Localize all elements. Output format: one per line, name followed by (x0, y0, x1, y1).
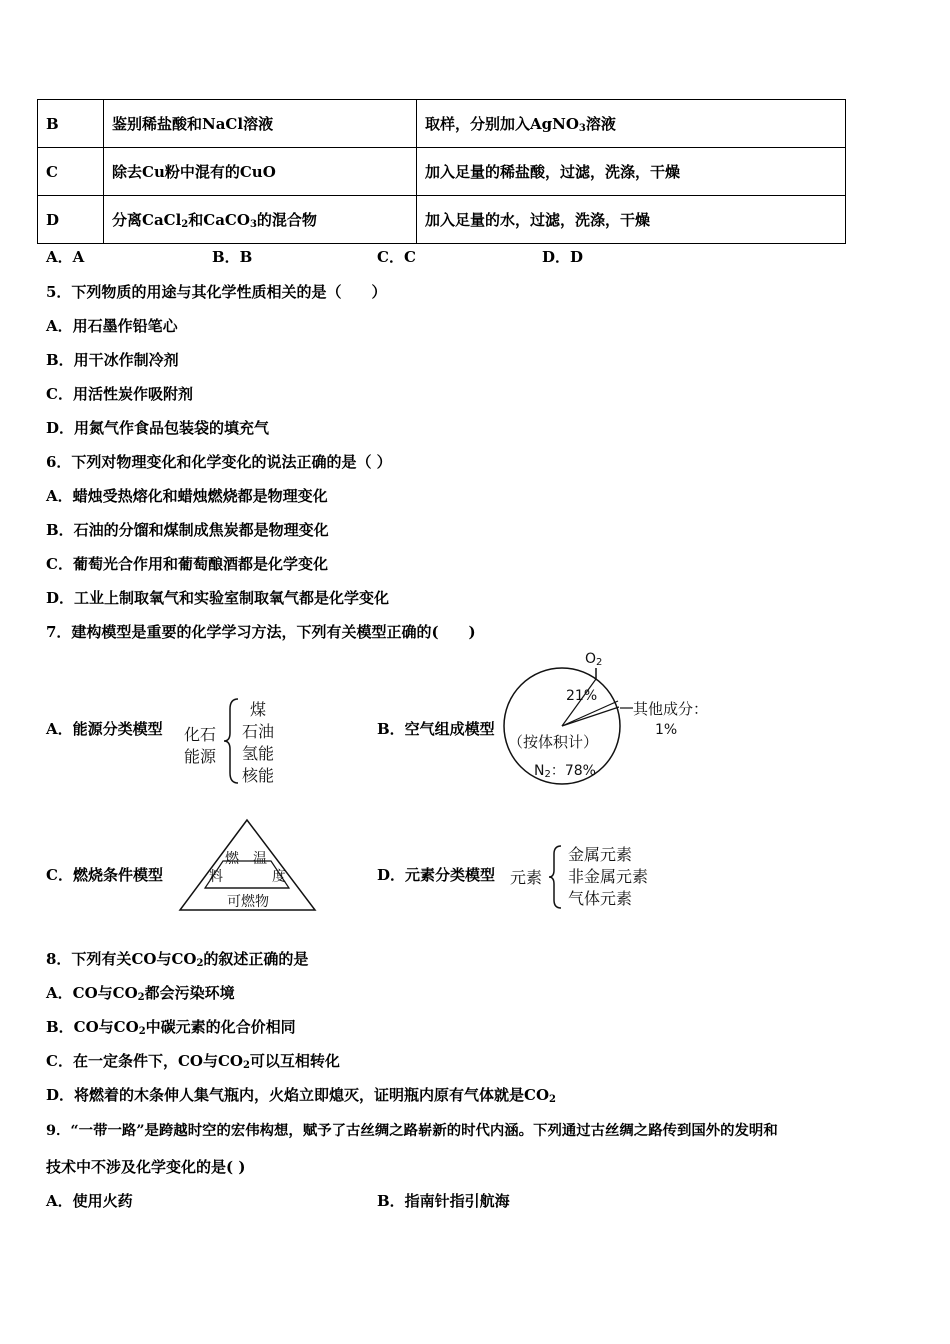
row-label: C (38, 148, 104, 196)
element-item: 气体元素 (568, 889, 633, 908)
table-row (38, 148, 846, 196)
q4-option-a: A．A (46, 248, 85, 266)
table-row (38, 100, 846, 148)
q8-option-d: D．将燃着的木条伸人集气瓶内，火焰立即熄灭，证明瓶内原有气体就是$CO_2$ (46, 1086, 556, 1105)
energy-items (242, 699, 274, 787)
energy-item: 石油 (242, 722, 275, 741)
q4-option-d: D．D (542, 248, 584, 266)
energy-left-line: 化石 (184, 725, 217, 744)
row-label: B (38, 100, 104, 148)
q9-option-a: A．使用火药 (46, 1192, 133, 1210)
tri-word: 度 (272, 869, 286, 885)
table-row (38, 196, 846, 244)
q6-option-c: C．葡萄光合作用和葡萄酿酒都是化学变化 (46, 555, 328, 573)
o2-percent: 21% (566, 688, 598, 704)
energy-item: 煤 (250, 700, 267, 719)
row-label: D (38, 196, 104, 244)
q5-option-a: A．用石墨作铅笔心 (46, 317, 178, 335)
element-brace (547, 844, 565, 910)
q5-option-b: B．用干冰作制冷剂 (46, 351, 179, 369)
row-goal: 分离CaCl$_2$和CaCO$_3$的混合物 (104, 196, 417, 244)
q6-option-d: D．工业上制取氧气和实验室制取氧气都是化学变化 (46, 589, 390, 607)
element-items (568, 844, 648, 910)
q7-option-d-label: D．元素分类模型 (377, 866, 496, 884)
other-label: 其他成分： (633, 700, 709, 718)
tri-word: 燃 (225, 851, 239, 867)
q5-option-c: C．用活性炭作吸附剂 (46, 385, 193, 403)
energy-left-line: 能源 (184, 747, 217, 766)
q5-option-d: D．用氮气作食品包装袋的填充气 (46, 419, 270, 437)
n2-label: $N_2$：78% (534, 763, 596, 780)
q6-stem: 6．下列对物理变化和化学变化的说法正确的是（ ） (46, 453, 392, 471)
energy-item: 氢能 (242, 744, 275, 763)
element-item: 金属元素 (568, 845, 633, 864)
row-method: 加入足量的稀盐酸，过滤，洗涤，干燥 (417, 148, 846, 196)
q4-option-b: B．B (212, 248, 253, 266)
q9-stem-line1: 9．“一带一路”是跨越时空的宏伟构想，赋予了古丝绸之路崭新的时代内涵。下列通过古丝绸之路传到国外的发明和 (46, 1122, 778, 1139)
q7-stem: 7．建构模型是重要的化学学习方法，下列有关模型正确的( ) (46, 623, 476, 641)
q8-option-b: B．CO与$CO_2$中碳元素的化合价相同 (46, 1018, 296, 1037)
q5-stem: 5．下列物质的用途与其化学性质相关的是（ ） (46, 283, 387, 301)
options-table (37, 99, 846, 244)
q9-option-b: B．指南针指引航海 (377, 1192, 510, 1210)
o2-label: $O_2$ (585, 651, 603, 668)
q8-option-a: A．CO与$CO_2$都会污染环境 (46, 984, 235, 1003)
q8-option-c: C．在一定条件下，CO与$CO_2$可以互相转化 (46, 1052, 340, 1071)
pie-center-label: （按体积计） (508, 733, 599, 751)
q4-option-c: C．C (377, 248, 416, 266)
q6-option-b: B．石油的分馏和煤制成焦炭都是物理变化 (46, 521, 329, 539)
q8-stem: 8．下列有关CO与$CO_2$的叙述正确的是 (46, 950, 309, 969)
row-method: 取样，分别加入AgNO$_3$溶液 (417, 100, 846, 148)
q7-option-b-label: B．空气组成模型 (377, 720, 495, 738)
energy-brace (222, 697, 242, 785)
q7-option-c-label: C．燃烧条件模型 (46, 866, 163, 884)
element-left: 元素 (510, 868, 543, 887)
tri-word: 温 (253, 851, 267, 867)
q9-stem-line2: 技术中不涉及化学变化的是( ) (46, 1158, 246, 1176)
row-goal: 除去Cu粉中混有的CuO (104, 148, 417, 196)
row-goal: 鉴别稀盐酸和NaCl溶液 (104, 100, 417, 148)
air-pie-chart (500, 652, 720, 787)
tri-word: 料 (209, 869, 223, 885)
energy-model-left (184, 724, 216, 768)
row-method: 加入足量的水，过滤，洗涤，干燥 (417, 196, 846, 244)
tri-word: 可燃物 (227, 894, 269, 910)
q6-option-a: A．蜡烛受热熔化和蜡烛燃烧都是物理变化 (46, 487, 328, 505)
element-item: 非金属元素 (568, 867, 649, 886)
q7-option-a-label: A．能源分类模型 (46, 720, 163, 738)
energy-item: 核能 (242, 766, 275, 785)
other-percent: 1% (655, 722, 678, 738)
